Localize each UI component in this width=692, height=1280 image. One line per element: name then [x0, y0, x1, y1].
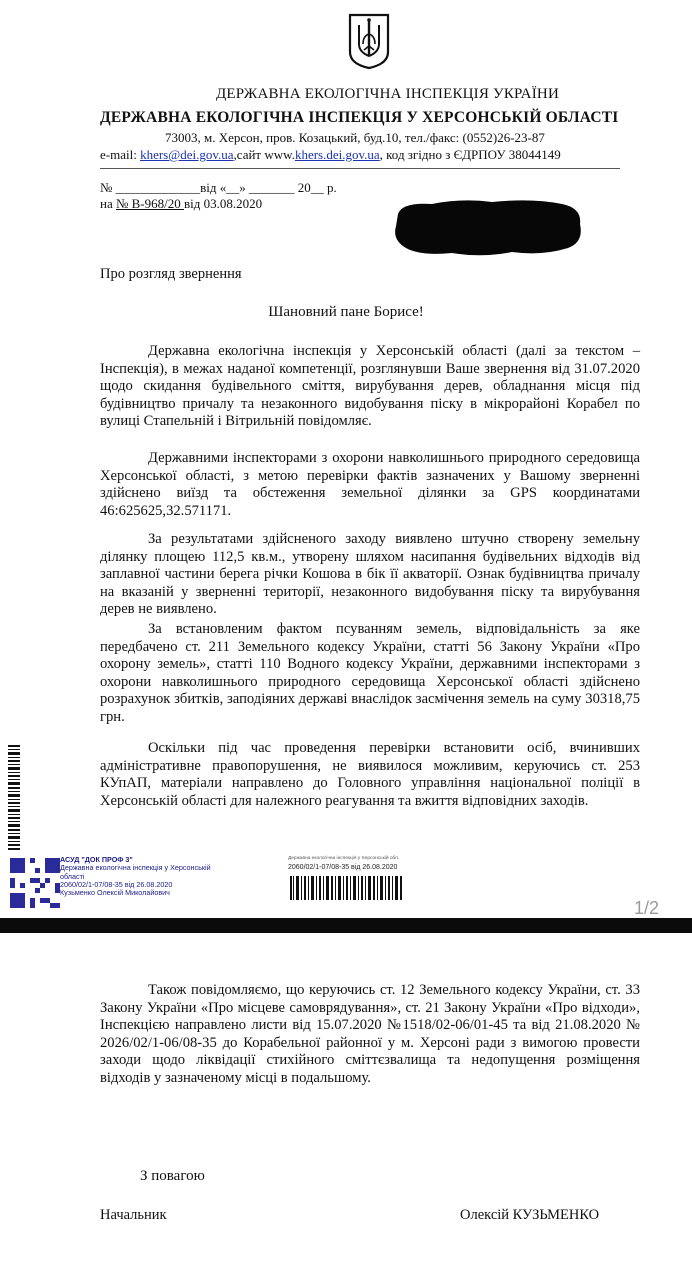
horizontal-barcode [290, 876, 402, 900]
reference-number: № В-968/20 [115, 196, 184, 211]
body-paragraph-3 [100, 531, 640, 619]
salutation: Шановний пане Борисе! [268, 304, 424, 320]
body-paragraph-2 [100, 450, 640, 520]
edrpou-code: , код згідно з ЄДРПОУ 38044149 [379, 147, 561, 162]
reference-prefix: на [100, 196, 116, 211]
body-paragraph-1 [100, 343, 640, 431]
body-paragraph-4 [100, 621, 640, 727]
vertical-barcode [8, 745, 28, 850]
edms-org-line-2: області [60, 871, 85, 881]
edms-stamp [60, 856, 211, 897]
parent-organization: ДЕРЖАВНА ЕКОЛОГІЧНА ІНСПЕКЦІЯ УКРАЇНИ [216, 86, 559, 102]
body-paragraph-5 [100, 740, 640, 810]
letter-page-2 [0, 933, 692, 1280]
closing-regards: З повагою [140, 1168, 205, 1184]
edms-registration: 2060/02/1-07/08-35 від 26.08.2020 [60, 879, 173, 889]
organization-address: 73003, м. Херсон, пров. Козацький, буд.10, тел./факс: (0552)26-23-87 [165, 130, 545, 145]
registration-stamp-number: 2060/02/1-07/08-35 від 26.08.2020 [288, 864, 398, 871]
signer-name: Олексій КУЗЬМЕНКО [460, 1207, 600, 1223]
page-separator [0, 918, 692, 933]
contacts-line [100, 147, 561, 163]
reference-date: від 03.08.2020 [184, 196, 263, 211]
registration-stamp-label: Державна екологічна інспекція у Херсонській обл. [288, 856, 400, 861]
outgoing-number-line: № _____________від «__» _______ 20__ р. [100, 180, 337, 195]
letter-subject: Про розгляд звернення [100, 266, 242, 282]
paragraph-text: За встановленим фактом псуванням земель, відповідальність за яке передбачено ст. 211 Земельного кодексу України, статті 56 Закону України «Про охорону земель», статті 110 Водного кодексу України, державними інспекторами з охорони навколишнього природного середовища Херсонської області здійснено розрахунок збитків, заподіяних державі внаслідок засмічення земель на суму 30318,75 грн. [100, 621, 640, 725]
paragraph-text: Державними інспекторами з охорони навколишнього природного середовища Херсонської області, з метою перевірки фактів зазначених у Вашому зверненні здійснено виїзд та обстеження земельної ділянки за GPS координатами 46:625625,32.571171. [100, 450, 640, 519]
redacted-recipient-block [392, 196, 584, 258]
signer-position: Начальник [100, 1207, 167, 1223]
organization-name: ДЕРЖАВНА ЕКОЛОГІЧНА ІНСПЕКЦІЯ У ХЕРСОНСЬКІЙ ОБЛАСТІ [100, 109, 619, 126]
edms-person: Кузьменко Олексій Миколайович [60, 888, 170, 898]
page-indicator: 1/2 [634, 898, 660, 918]
site-prefix: ,сайт www. [233, 147, 295, 162]
paragraph-text: Державна екологічна інспекція у Херсонській області (далі за текстом – Інспекція), в межах наданої компетенції, розглянувши Ваше звернення від 31.07.2020 щодо скидання будівельного сміття, вирубування дерев, обладнання місця під будівництво причалу та незаконного видобування піску в мікрорайоні Корабел по вулиці Стапельній і Вітрильній повідомляє. [100, 343, 640, 430]
registration-stamp [284, 856, 408, 902]
paragraph-text: Оскільки під час проведення перевірки встановити осіб, вчинивших адміністративне правопорушення, не виявилося можливим, керуючись ст. 253 КУпАП, матеріали направлено до Головного управління національної поліції в Херсонській області для належного реагування та вжиття відповідних заходів. [100, 740, 640, 809]
edms-org-line-1: Державна екологічна інспекція у Херсонській [60, 863, 211, 873]
paragraph-text: Також повідомляємо, що керуючись ст. 12 Земельного кодексу України, ст. 33 Закону України «Про місцеве самоврядування», ст. 21 Закону України «Про відходи», Інспекцією направлено листи від 15.07.2020 №1518/02-06/01-45 та від 21.08.2020 № 2026/02/1-06/08-35 до Корабельної районної у м. Херсоні ради з вимогою провести заходи щодо ліквідації стихійного сміттєзвалища та недопущення розміщення відходів у зазначеному місці в подальшому. [100, 982, 640, 1086]
paragraph-text: За результатами здійсненого заходу виявлено штучно створену земельну ділянку площею 112,5 кв.м., утворену шляхом насипання будівельних відходів від заплавної частини берега річки Кошова в бік її акваторії. Ознак будівництва причалу на вказаній у зверненні території, незаконного видобування піску та вирубування дерев не виявлено. [100, 531, 640, 618]
email-link[interactable]: khers@dei.gov.ua [140, 147, 234, 162]
qr-code [10, 858, 60, 908]
coat-of-arms-icon [347, 12, 391, 70]
header-divider [100, 168, 620, 169]
body-paragraph-6 [100, 982, 640, 1088]
website-link[interactable]: khers.dei.gov.ua [294, 147, 380, 162]
edms-system-name: АСУД "ДОК ПРОФ 3" [60, 855, 133, 864]
reference-line [100, 196, 262, 212]
email-prefix: e-mail: [100, 147, 141, 162]
